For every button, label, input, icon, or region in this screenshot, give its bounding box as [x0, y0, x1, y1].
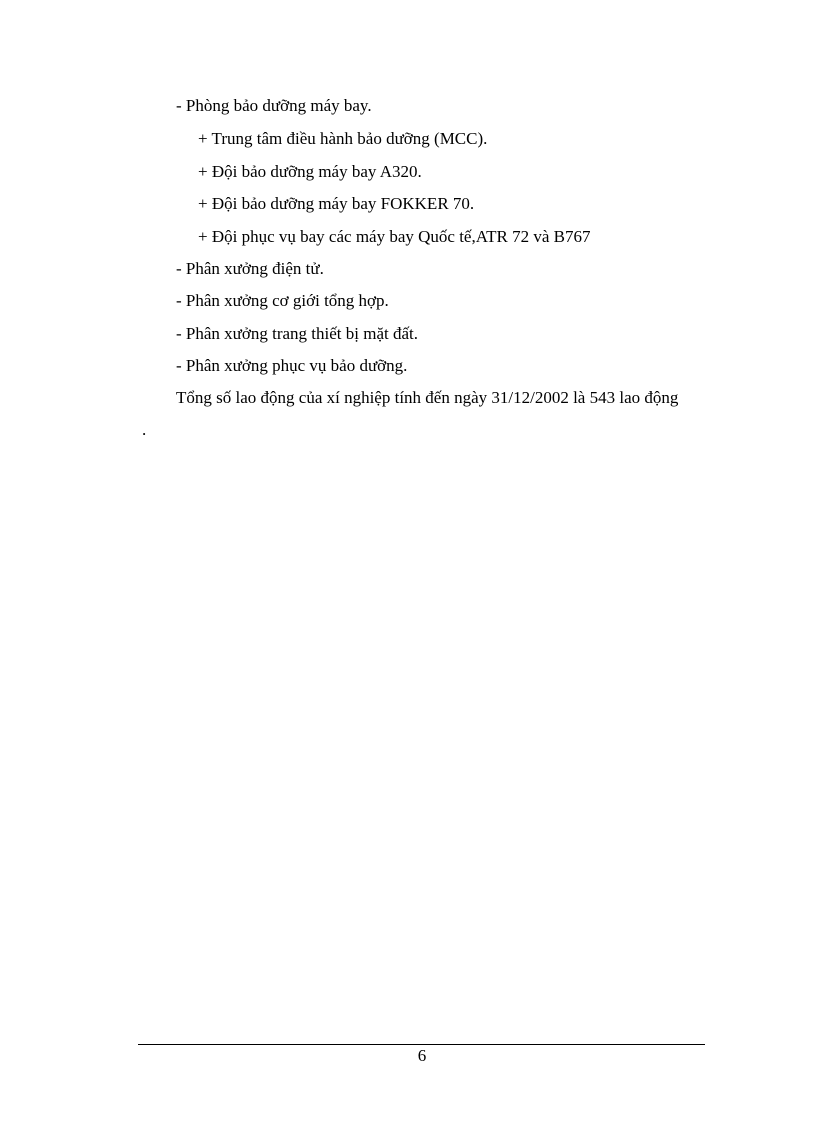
department-line: - Phân xưởng phục vụ bảo dưỡng. — [176, 356, 408, 375]
sub-department-line: + Trung tâm điều hành bảo dưỡng (MCC). — [198, 129, 488, 148]
page-number: 6 — [417, 1046, 427, 1065]
total-workforce-sentence: Tổng số lao động của xí nghiệp tính đến ngày 31/12/2002 là 543 lao động — [176, 388, 679, 407]
sub-department-line: + Đội bảo dưỡng máy bay A320. — [198, 162, 422, 181]
department-line: - Phòng bảo dưỡng máy bay. — [176, 96, 372, 115]
department-line: - Phân xưởng điện tử. — [176, 259, 324, 278]
sub-department-line: + Đội bảo dưỡng máy bay FOKKER 70. — [198, 194, 475, 213]
footer-divider — [138, 1044, 705, 1045]
department-line: - Phân xưởng cơ giới tổng hợp. — [176, 291, 389, 310]
sub-department-line: + Đội phục vụ bay các máy bay Quốc tế,ATR 72 và B767 — [198, 227, 591, 246]
page-number-container — [0, 1046, 816, 1066]
sentence-period: . — [142, 420, 147, 439]
department-line: - Phân xưởng trang thiết bị mặt đất. — [176, 324, 418, 343]
